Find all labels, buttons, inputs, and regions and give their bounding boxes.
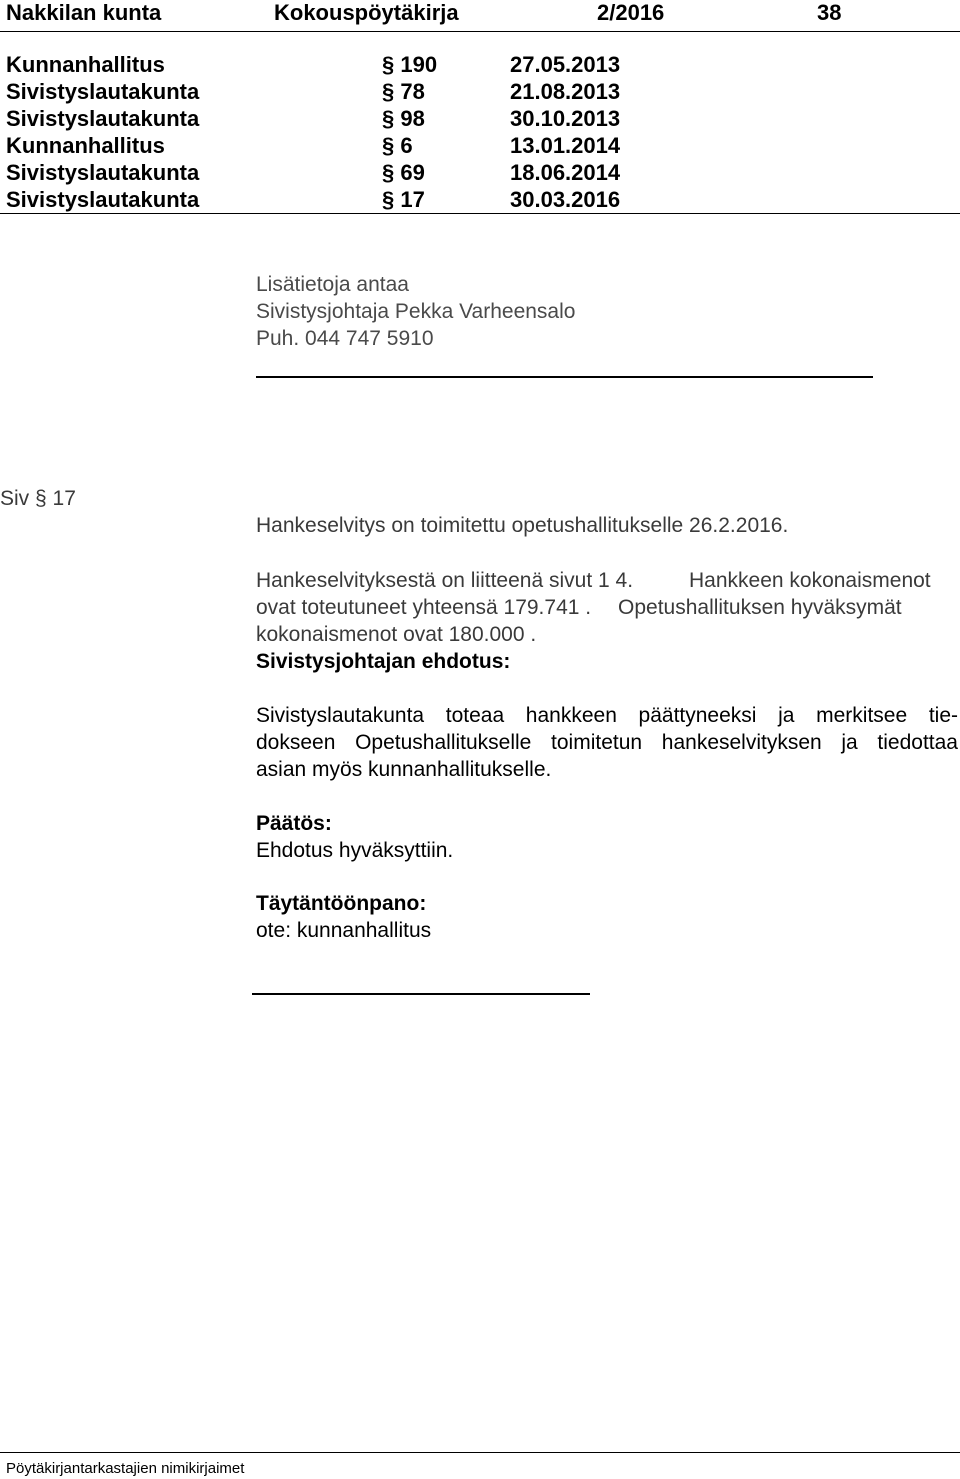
execution-heading: Täytäntöönpano: bbox=[256, 892, 427, 915]
proposal-line: asian myös kunnanhallitukselle. bbox=[256, 758, 552, 781]
proposal-heading: Sivistysjohtajan ehdotus: bbox=[256, 650, 511, 673]
proposal-line: dokseen Opetushallitukselle toimitetun hankeselvityksen ja tiedottaa bbox=[256, 731, 958, 754]
paragraph-costs-realized: ovat toteutuneet yhteensä 179.741 . bbox=[256, 596, 592, 619]
decision-heading: Päätös: bbox=[256, 812, 332, 835]
history-section: § 6 bbox=[382, 133, 413, 158]
history-section: § 17 bbox=[382, 187, 425, 212]
decision-text: Ehdotus hyväksyttiin. bbox=[256, 839, 454, 862]
history-row bbox=[0, 160, 960, 187]
history-body: Sivistyslautakunta bbox=[6, 79, 200, 104]
separator-line bbox=[252, 993, 590, 995]
history-row bbox=[0, 52, 960, 79]
history-date: 30.03.2016 bbox=[510, 187, 621, 212]
document-type: Kokouspöytäkirja bbox=[274, 0, 459, 25]
paragraph-costs-label: Hankkeen kokonaismenot bbox=[689, 569, 931, 592]
history-rule bbox=[0, 213, 960, 214]
paragraph-submission: Hankeselvitys on toimitettu opetushallitukselle 26.2.2016. bbox=[256, 514, 789, 537]
history-row bbox=[0, 79, 960, 106]
municipality-name: Nakkilan kunta bbox=[6, 0, 162, 25]
footer-initials-label: Pöytäkirjantarkastajien nimikirjaimet bbox=[6, 1460, 245, 1477]
proposal-line: Sivistyslautakunta toteaa hankkeen päättyneeksi ja merkitsee tie- bbox=[256, 704, 958, 727]
separator-line bbox=[256, 376, 873, 378]
history-section: § 98 bbox=[382, 106, 425, 131]
history-body: Kunnanhallitus bbox=[6, 133, 165, 158]
history-date: 27.05.2013 bbox=[510, 52, 621, 77]
history-body: Sivistyslautakunta bbox=[6, 187, 200, 212]
history-row bbox=[0, 106, 960, 133]
history-date: 21.08.2013 bbox=[510, 79, 621, 104]
history-body: Kunnanhallitus bbox=[6, 52, 165, 77]
paragraph-attachment: Hankeselvityksestä on liitteenä sivut 1 4. bbox=[256, 569, 634, 592]
history-section: § 190 bbox=[382, 52, 438, 77]
footer-rule bbox=[0, 1452, 960, 1453]
history-section: § 78 bbox=[382, 79, 425, 104]
page-number: 38 bbox=[817, 0, 842, 25]
history-row bbox=[0, 133, 960, 160]
execution-text: ote: kunnanhallitus bbox=[256, 919, 432, 942]
history-date: 30.10.2013 bbox=[510, 106, 621, 131]
history-date: 13.01.2014 bbox=[510, 133, 621, 158]
info-label: Lisätietoja antaa bbox=[256, 273, 409, 296]
header-rule bbox=[0, 31, 960, 32]
info-phone: Puh. 044 747 5910 bbox=[256, 327, 434, 350]
history-section: § 69 bbox=[382, 160, 425, 185]
history-body: Sivistyslautakunta bbox=[6, 160, 200, 185]
history-date: 18.06.2014 bbox=[510, 160, 621, 185]
history-row bbox=[0, 187, 960, 214]
issue-number: 2/2016 bbox=[597, 0, 665, 25]
section-reference: Siv § 17 bbox=[0, 487, 76, 510]
paragraph-costs-approved: kokonaismenot ovat 180.000 . bbox=[256, 623, 537, 646]
info-contact-name: Sivistysjohtaja Pekka Varheensalo bbox=[256, 300, 576, 323]
paragraph-approved-label: Opetushallituksen hyväksymät bbox=[618, 596, 902, 619]
history-body: Sivistyslautakunta bbox=[6, 106, 200, 131]
